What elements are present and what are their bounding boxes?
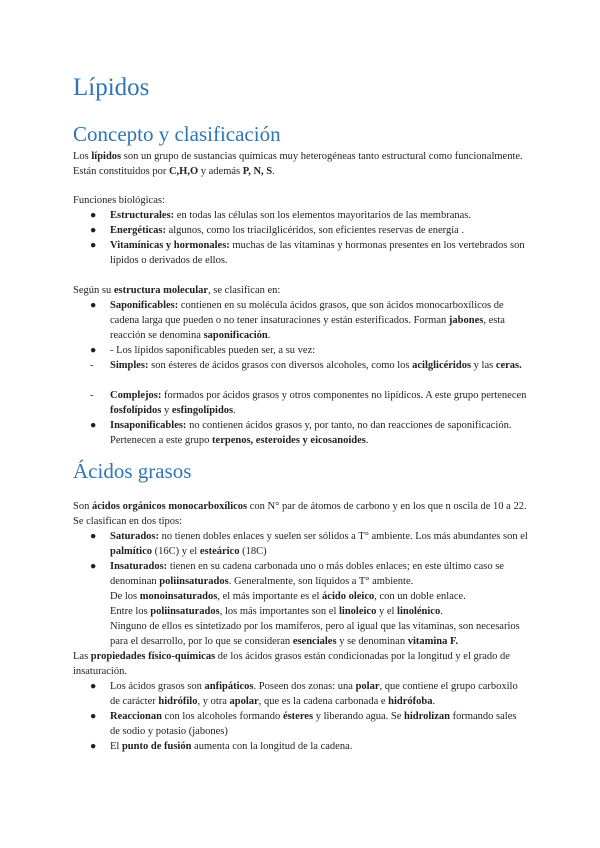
bold-term: Vitamínicas y hormonales: bbox=[110, 240, 230, 251]
intro-paragraph: Los lípidos son un grupo de sustancias químicas muy heterogéneas tanto estructural como funcionalmente. Están constituidos por C,H,O y además P, N, S. bbox=[73, 151, 523, 177]
acid-type-item: Insaturados: tienen en su cadena carbonada uno o más dobles enlaces; en este último caso se denominan poliinsaturados. Generalmente, son líquidos a T° ambiente. bbox=[110, 561, 504, 587]
bold-term: hidrófoba bbox=[388, 696, 433, 707]
property-item: Los ácidos grasos son anfipáticos. Poseen dos zonas: una polar, que contiene el grupo carboxilo de carácter hidrófilo, y otra apolar, que es la cadena carbonada e hidrófoba. bbox=[110, 681, 518, 707]
class-item: - Los lípidos saponificables pueden ser, a su vez: bbox=[110, 345, 316, 356]
bold-term: jabones bbox=[448, 315, 484, 326]
page-title: Lípidos bbox=[73, 74, 150, 101]
bold-term: hidrófilo bbox=[158, 696, 198, 707]
list-marker: - bbox=[90, 360, 94, 371]
property-item: Reaccionan con los alcoholes formando ésteres y liberando agua. Se hidrolizan formando sales de sodio y potasio (jabones) bbox=[110, 711, 517, 737]
class-item: Complejos: formados por ácidos grasos y otros componentes no lipídicos. A este grupo pertenecen fosfolípidos y esfingolípidos. bbox=[110, 390, 527, 416]
bullet-marker: ● bbox=[90, 711, 97, 722]
list-marker: - bbox=[90, 390, 94, 401]
bold-term: polar bbox=[355, 681, 380, 692]
section-heading-concepto: Concepto y clasificación bbox=[73, 122, 281, 146]
unsaturated-detail: Entre los poliinsaturados, los más importantes son el linoleico y el linolénico. bbox=[110, 606, 443, 617]
bold-term: ceras. bbox=[495, 360, 522, 371]
unsaturated-detail: De los monoinsaturados, el más importante es el ácido oleico, con un doble enlace. bbox=[110, 591, 466, 602]
bold-term: ácidos orgánicos monocarboxílicos bbox=[91, 501, 248, 512]
function-item: Vitamínicas y hormonales: muchas de las vitaminas y hormonas presentes en los vertebrados son lípidos o derivados de ellos. bbox=[110, 240, 525, 266]
bold-term: Simples: bbox=[110, 360, 149, 371]
class-item: Saponificables: contienen en su molécula ácidos grasos, que son ácidos monocarboxílicos de cadena larga que pueden o no tener insaturaciones y están esterificados. Forman jabones, esta reacción se denomina saponificación. bbox=[110, 300, 505, 341]
acid-type-item: Saturados: no tienen dobles enlaces y suelen ser sólidos a T° ambiente. Los más abundantes son el palmítico (16C) y el esteárico (18C) bbox=[110, 531, 528, 557]
bullet-marker: ● bbox=[90, 741, 97, 752]
bold-term: poliinsaturados bbox=[159, 576, 229, 587]
bold-term: linoleico bbox=[338, 606, 377, 617]
bold-term: Saturados: bbox=[110, 531, 160, 542]
function-item: Energéticas: algunos, como los triacilglicéridos, son eficientes reservas de energía . bbox=[110, 225, 465, 236]
bold-term: esenciales bbox=[292, 636, 337, 647]
bullet-marker: ● bbox=[90, 681, 97, 692]
bold-term: Saponificables: bbox=[110, 300, 179, 311]
bold-term: poliinsaturados bbox=[150, 606, 220, 617]
bullet-marker: ● bbox=[90, 210, 97, 221]
bold-term: acilglicéridos bbox=[412, 360, 472, 371]
bold-term: esteárico bbox=[199, 546, 240, 557]
bold-term: punto de fusión bbox=[121, 741, 192, 752]
acids-intro: Son ácidos orgánicos monocarboxílicos con N° par de átomos de carbono y en los que n oscila de 10 a 22. Se clasifican en dos tipos: bbox=[73, 501, 527, 527]
class-item: Simples: son ésteres de ácidos grasos con diversos alcoholes, como los acilglicéridos y las ceras. bbox=[110, 360, 522, 371]
bold-term: P, N, S bbox=[242, 166, 273, 177]
bold-term: apolar bbox=[229, 696, 259, 707]
bold-term: linolénico bbox=[397, 606, 441, 617]
bold-term: vitamina F. bbox=[407, 636, 459, 647]
property-item: El punto de fusión aumenta con la longitud de la cadena. bbox=[110, 741, 353, 752]
bold-term: palmítico bbox=[110, 546, 152, 557]
bold-term: Complejos: bbox=[110, 390, 162, 401]
bold-term: anfipáticos bbox=[204, 681, 254, 692]
bold-term: Estructurales: bbox=[110, 210, 175, 221]
bullet-marker: ● bbox=[90, 225, 97, 236]
list-marker: ● bbox=[90, 300, 97, 311]
bold-term: estructura molecular bbox=[113, 285, 209, 296]
functions-label: Funciones biológicas: bbox=[73, 195, 165, 206]
bold-term: Reaccionan bbox=[110, 711, 162, 722]
bold-term: esfingolípidos bbox=[171, 405, 234, 416]
class-item: Insaponificables: no contienen ácidos grasos y, por tanto, no dan reacciones de saponificación. Pertenecen a este grupo terpenos, esteroides y eicosanoides. bbox=[110, 420, 512, 446]
bold-term: lípidos bbox=[91, 151, 122, 162]
bold-term: saponificación bbox=[203, 330, 268, 341]
list-marker: ● bbox=[90, 420, 97, 431]
bold-term: Insaponificables: bbox=[110, 420, 187, 431]
unsaturated-detail: Ninguno de ellos es sintetizado por los mamíferos, pero al igual que las vitaminas, son necesarios para el desarrollo, por lo que se consideran esenciales y se denominan vitamina F. bbox=[110, 621, 520, 647]
bullet-marker: ● bbox=[90, 531, 97, 542]
bold-term: C,H,O bbox=[168, 166, 199, 177]
list-marker: ● bbox=[90, 345, 97, 356]
bold-term: ésteres bbox=[282, 711, 314, 722]
bold-term: monoinsaturados bbox=[139, 591, 218, 602]
bold-term: terpenos, esteroides y eicosanoides bbox=[212, 435, 366, 446]
bold-term: fosfolípidos bbox=[110, 405, 162, 416]
bullet-marker: ● bbox=[90, 561, 97, 572]
bullet-marker: ● bbox=[90, 240, 97, 251]
function-item: Estructurales: en todas las células son los elementos mayoritarios de las membranas. bbox=[110, 210, 471, 221]
bold-term: propiedades físico-químicas bbox=[90, 651, 216, 662]
bold-term: Energéticas: bbox=[110, 225, 166, 236]
bold-term: hidrolizan bbox=[404, 711, 450, 722]
properties-intro: Las propiedades físico-químicas de los ácidos grasos están condicionadas por la longitud y el grado de insaturación. bbox=[73, 651, 510, 677]
classify-intro: Según su estructura molecular, se clasifican en: bbox=[73, 285, 281, 296]
bold-term: Insaturados: bbox=[110, 561, 168, 572]
section-heading-acidos: Ácidos grasos bbox=[73, 459, 192, 483]
bold-term: ácido oleico bbox=[322, 591, 375, 602]
